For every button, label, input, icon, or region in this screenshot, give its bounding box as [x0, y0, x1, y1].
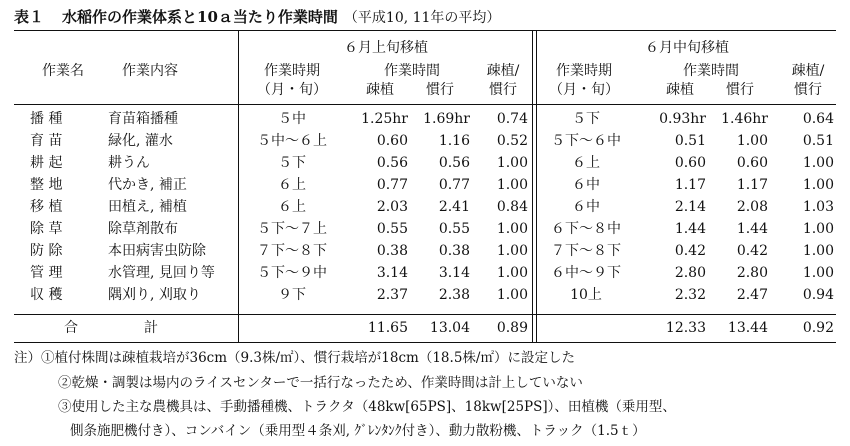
header-early-conventional: 慣行: [426, 82, 454, 98]
row-early-conventional: 0.38: [438, 243, 470, 259]
row-content: 隅刈り, 刈取り: [108, 287, 201, 303]
row-early-period: ５下〜７上: [257, 221, 327, 237]
row-name: 除 草: [30, 221, 63, 237]
row-mid-period: ６中〜９下: [551, 265, 621, 281]
table-title: [14, 6, 844, 27]
row-early-period: ５中: [278, 111, 306, 127]
row-content: 田植え, 補植: [108, 199, 187, 215]
row-mid-period: ５下: [572, 111, 600, 127]
note-line: ③使用した主な農機具は、手動播種機、トラクタ（48kw[65PS]、18kw[25PS]）、田植機（乗用型、: [58, 399, 676, 415]
row-mid-period: ６中: [572, 199, 600, 215]
table-number: 表１: [14, 8, 45, 26]
row-early-conventional: 0.77: [438, 177, 470, 193]
row-content: 耕うん: [108, 155, 150, 171]
row-content: 代かき, 補正: [108, 177, 187, 193]
row-mid-sparse: 0.93hr: [659, 111, 706, 127]
row-early-period: ５中〜６上: [257, 133, 327, 149]
row-early-conventional: 2.41: [438, 199, 470, 215]
row-mid-period: ６上: [572, 155, 600, 171]
total-early-ratio: 0.89: [496, 320, 528, 336]
total-early-sparse: 11.65: [367, 320, 408, 336]
header-mid-period: 作業時期: [556, 63, 612, 79]
header-work-content: 作業内容: [122, 63, 178, 79]
row-content: 本田病害虫防除: [108, 243, 206, 259]
header-early-period: 作業時期: [264, 63, 320, 79]
row-mid-conventional: 2.08: [736, 199, 768, 215]
row-mid-conventional: 0.60: [736, 155, 768, 171]
row-early-sparse: 2.37: [376, 287, 408, 303]
note-line: 注）①植付株間は疎植栽培が36cm（9.3株/㎡）、慣行栽培が18cm（18.5株/㎡）に設定した: [14, 350, 575, 366]
row-early-sparse: 0.77: [376, 177, 408, 193]
header-mid-ratio: 疎植/: [791, 63, 825, 79]
row-content: 水管理, 見回り等: [108, 265, 215, 281]
row-early-ratio: 0.74: [496, 111, 528, 127]
row-early-conventional: 1.16: [438, 133, 470, 149]
row-early-conventional: 0.55: [438, 221, 470, 237]
row-early-conventional: 0.56: [438, 155, 470, 171]
header-work-name: 作業名: [42, 63, 84, 79]
row-mid-ratio: 1.00: [802, 265, 834, 281]
header-bottom-rule: [14, 104, 836, 105]
row-mid-ratio: 1.00: [802, 221, 834, 237]
row-early-ratio: 1.00: [496, 221, 528, 237]
row-mid-ratio: 1.00: [802, 177, 834, 193]
row-content: 育苗箱播種: [108, 111, 178, 127]
row-early-sparse: 1.25hr: [361, 111, 408, 127]
row-mid-ratio: 0.94: [802, 287, 834, 303]
row-early-period: ６上: [278, 177, 306, 193]
row-mid-sparse: 1.17: [674, 177, 706, 193]
header-mid-ratio-2: 慣行: [794, 82, 822, 98]
row-mid-sparse: 0.42: [674, 243, 706, 259]
row-mid-period: ６下〜８中: [551, 221, 621, 237]
row-name: 防 除: [30, 243, 63, 259]
row-mid-conventional: 2.80: [736, 265, 768, 281]
total-mid-sparse: 12.33: [665, 320, 706, 336]
group-header-early: ６月上旬移植: [344, 40, 428, 56]
row-content: 除草剤散布: [108, 221, 178, 237]
row-mid-period: ５下〜６中: [551, 133, 621, 149]
row-mid-sparse: 1.44: [674, 221, 706, 237]
row-mid-conventional: 1.17: [736, 177, 768, 193]
row-mid-sparse: 2.32: [674, 287, 706, 303]
row-mid-conventional: 0.42: [736, 243, 768, 259]
row-early-conventional: 1.69hr: [423, 111, 470, 127]
row-early-ratio: 0.84: [496, 199, 528, 215]
row-mid-conventional: 1.00: [736, 133, 768, 149]
row-mid-sparse: 0.51: [674, 133, 706, 149]
header-early-period-unit: （月・旬）: [257, 82, 327, 98]
header-mid-conventional: 慣行: [726, 82, 754, 98]
row-mid-ratio: 1.00: [802, 155, 834, 171]
row-name: 播 種: [30, 111, 63, 127]
row-mid-conventional: 2.47: [736, 287, 768, 303]
row-early-conventional: 3.14: [438, 265, 470, 281]
row-early-period: ７下〜８下: [257, 243, 327, 259]
row-early-sparse: 0.38: [376, 243, 408, 259]
total-label-b: 計: [144, 320, 158, 336]
column-divider-content: [238, 31, 239, 342]
row-early-sparse: 3.14: [376, 265, 408, 281]
row-mid-sparse: 0.60: [674, 155, 706, 171]
row-mid-period: ６中: [572, 177, 600, 193]
row-early-sparse: 0.56: [376, 155, 408, 171]
total-mid-ratio: 0.92: [802, 320, 834, 336]
total-top-rule: [14, 314, 836, 315]
row-mid-ratio: 1.00: [802, 243, 834, 259]
row-mid-ratio: 0.64: [802, 111, 834, 127]
row-mid-ratio: 1.03: [802, 199, 834, 215]
row-early-conventional: 2.38: [438, 287, 470, 303]
row-mid-ratio: 0.51: [802, 133, 834, 149]
row-early-period: ９下: [278, 287, 306, 303]
row-content: 緑化, 灌水: [108, 133, 173, 149]
row-early-ratio: 1.00: [496, 243, 528, 259]
header-early-ratio: 疎植/: [486, 63, 520, 79]
row-early-ratio: 1.00: [496, 287, 528, 303]
row-mid-period: ７下〜８下: [551, 243, 621, 259]
total-label-a: 合: [64, 320, 78, 336]
row-name: 管 理: [30, 265, 63, 281]
row-early-ratio: 1.00: [496, 265, 528, 281]
table-bottom-rule: [14, 342, 836, 343]
row-early-sparse: 0.55: [376, 221, 408, 237]
row-early-period: ５下〜９中: [257, 265, 327, 281]
row-name: 整 地: [30, 177, 63, 193]
row-early-period: ５下: [278, 155, 306, 171]
table-top-rule: [14, 30, 836, 31]
header-early-ratio-2: 慣行: [489, 82, 517, 98]
row-mid-conventional: 1.46hr: [721, 111, 768, 127]
row-mid-conventional: 1.44: [736, 221, 768, 237]
row-early-sparse: 0.60: [376, 133, 408, 149]
row-name: 収 穫: [30, 287, 63, 303]
row-mid-sparse: 2.80: [674, 265, 706, 281]
table-caption: 水稲作の作業体系と10ａ当たり作業時間: [62, 8, 338, 26]
table-caption-period: （平成10, 11年の平均）: [343, 10, 501, 26]
row-name: 耕 起: [30, 155, 63, 171]
row-early-sparse: 2.03: [376, 199, 408, 215]
row-mid-sparse: 2.14: [674, 199, 706, 215]
row-early-period: ６上: [278, 199, 306, 215]
note-line: ②乾燥・調製は場内のライスセンターで一括行なったため、作業時間は計上していない: [58, 375, 583, 391]
row-name: 移 植: [30, 199, 63, 215]
header-mid-hours: 作業時間: [683, 63, 739, 79]
row-name: 育 苗: [30, 133, 63, 149]
header-mid-sparse: 疎植: [666, 82, 694, 98]
total-mid-conventional: 13.44: [727, 320, 768, 336]
note-line: 側条施肥機付き）、コンバイン（乗用型４条刈, ｸﾞﾚﾝﾀﾝｸ付き）、動力散粉機、トラック（1.5ｔ）: [70, 423, 646, 439]
header-early-sparse: 疎植: [366, 82, 394, 98]
row-early-ratio: 0.52: [496, 133, 528, 149]
row-early-ratio: 1.00: [496, 177, 528, 193]
column-divider-groups: [532, 31, 537, 342]
header-mid-period-unit: （月・旬）: [549, 82, 619, 98]
group-header-mid: ６月中旬移植: [645, 40, 729, 56]
row-mid-period: 10上: [570, 287, 602, 303]
row-early-ratio: 1.00: [496, 155, 528, 171]
total-early-conventional: 13.04: [429, 320, 470, 336]
header-early-hours: 作業時間: [384, 63, 440, 79]
